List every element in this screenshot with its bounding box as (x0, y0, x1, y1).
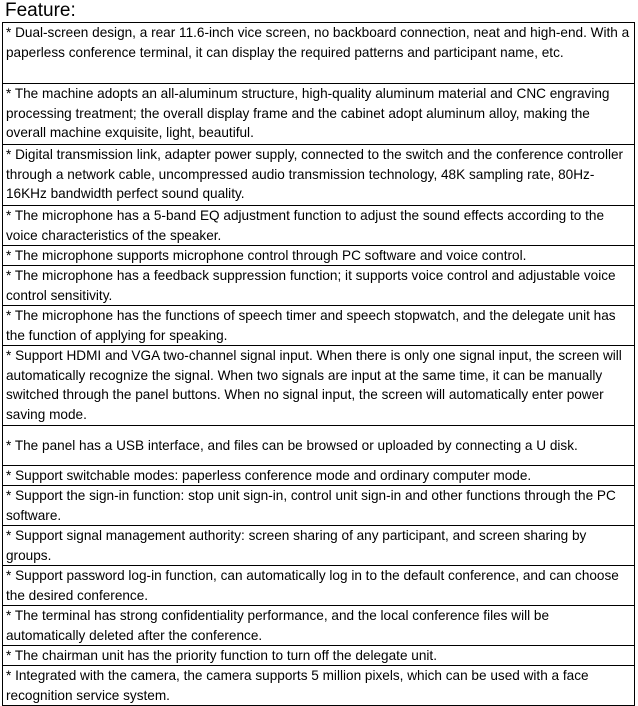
feature-text: * The microphone supports microphone control through PC software and voice control. (6, 248, 527, 263)
feature-text: * The microphone has a 5-band EQ adjustment function to adjust the sound effects according to the voice characteristics of the speaker. (6, 208, 604, 243)
feature-row (3, 466, 634, 486)
feature-row (3, 606, 634, 646)
feature-row (3, 246, 634, 266)
feature-row (3, 486, 634, 526)
feature-text: * Dual-screen design, a rear 11.6-inch vice screen, no backboard connection, neat and high-end. With a paperless conference terminal, it can display the required patterns and participant name, etc. (6, 25, 630, 60)
feature-title: Feature: (5, 0, 76, 21)
feature-row (3, 666, 634, 706)
feature-text: * Support password log-in function, can automatically log in to the default conference, and can choose the desired conference. (6, 568, 619, 603)
feature-row (3, 566, 634, 606)
feature-row (3, 23, 634, 84)
feature-text: * Integrated with the camera, the camera supports 5 million pixels, which can be used with a face recognition service system. (6, 668, 589, 703)
feature-row (3, 266, 634, 306)
feature-row (3, 346, 634, 426)
feature-text: * The chairman unit has the priority function to turn off the delegate unit. (6, 648, 437, 663)
feature-sheet (2, 0, 635, 706)
feature-text: * The microphone has a feedback suppression function; it supports voice control and adjustable voice control sensitivity. (6, 268, 616, 303)
feature-text: * Support the sign-in function: stop unit sign-in, control unit sign-in and other functions through the PC software. (6, 488, 616, 523)
feature-text: * The panel has a USB interface, and files can be browsed or uploaded by connecting a U disk. (6, 437, 578, 453)
feature-text: * Support signal management authority: screen sharing of any participant, and screen sharing by groups. (6, 528, 587, 563)
feature-row (3, 526, 634, 566)
feature-text: * Digital transmission link, adapter power supply, connected to the switch and the conference controller through a network cable, uncompressed audio transmission technology, 48K sampling rate, 80Hz-16KHz bandwidth perfect sound quality. (6, 147, 624, 202)
feature-row (3, 306, 634, 346)
feature-text: * The terminal has strong confidentiality performance, and the local conference files will be automatically deleted after the conference. (6, 608, 550, 643)
feature-text: * Support HDMI and VGA two-channel signal input. When there is only one signal input, the screen will automatically recognize the signal. When two signals are input at the same time, it can be manually switched through the panel buttons. When no signal input, the screen will automatically enter power saving mode. (6, 348, 622, 422)
feature-text: * The machine adopts an all-aluminum structure, high-quality aluminum material and CNC engraving processing treatment; the overall display frame and the cabinet adopt aluminum alloy, making the overall machine exquisite, light, beautiful. (6, 86, 610, 141)
feature-row (3, 145, 634, 206)
feature-row (3, 84, 634, 145)
feature-text: * Support switchable modes: paperless conference mode and ordinary computer mode. (6, 468, 532, 483)
feature-row (3, 206, 634, 246)
feature-table (2, 22, 635, 706)
feature-row (3, 426, 634, 466)
feature-text: * The microphone has the functions of speech timer and speech stopwatch, and the delegate unit has the function of applying for speaking. (6, 308, 616, 343)
feature-row (3, 646, 634, 666)
